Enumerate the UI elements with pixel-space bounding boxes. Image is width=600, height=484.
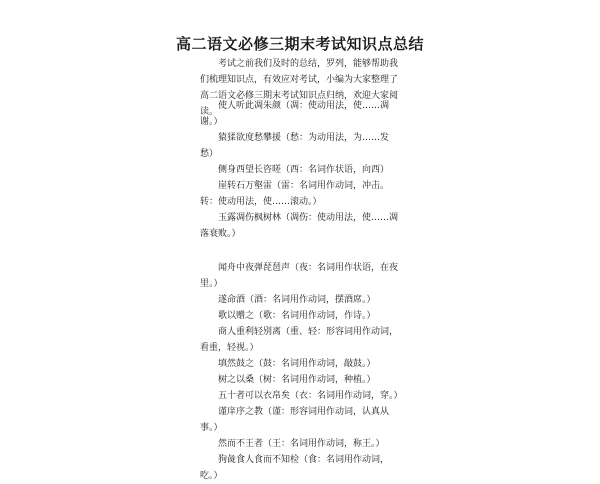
list-item: 商人重利轻别离（重、轻：形容词用作动词，看重，轻视。） xyxy=(200,327,399,353)
list-item: 玉露凋伤枫树林（凋伤：使动用法，使……凋落衰败。） xyxy=(200,213,399,239)
list-item: 填然鼓之（鼓：名词用作动词，敲鼓。） xyxy=(218,359,376,369)
list-item: 猿猱欲度愁攀援（愁：为动用法，为……发愁） xyxy=(200,133,390,159)
list-item: 使人听此凋朱颜（凋：使动用法，使……凋谢。） xyxy=(200,101,390,127)
list-item: 歌以赠之（歌：名词用作动词，作诗。） xyxy=(218,311,376,321)
list-item: 五十者可以衣帛矣（衣：名词用作动词，穿。） xyxy=(218,391,403,401)
list-item: 狗彘食人食而不知检（食：名词用作动词，吃。） xyxy=(200,455,390,481)
list-item: 崖转石万壑雷（雷：名词用作动词，冲击。 转：使动用法，使……滚动。） xyxy=(200,181,390,207)
list-item: 遂命酒（酒：名词用作动词，摆酒席。） xyxy=(218,295,376,305)
intro-paragraph: 考试之前我们及时的总结，罗列，能够帮助我们梳理知识点，有效应对考试，小编为大家整理了高二语文必修三期末考试知识点归纳，欢迎大家阅读。 xyxy=(200,59,399,117)
knowledge-point-list xyxy=(200,98,403,484)
list-item: 然而不王者（王：名词用作动词，称王。） xyxy=(218,439,385,449)
list-item: 闻舟中夜弹琵琶声（夜：名词用作状语，在夜里。） xyxy=(200,263,399,289)
list-item: 谨庠序之教（谨：形容词用作动词，认真从事。） xyxy=(200,407,390,433)
list-item: 侧身西望长咨嗟（西：名词作状语，向西） xyxy=(218,165,390,175)
list-item: 树之以桑（树：名词用作动词，种植。） xyxy=(218,375,376,385)
document-title: 高二语文必修三期末考试知识点总结 xyxy=(175,35,424,53)
